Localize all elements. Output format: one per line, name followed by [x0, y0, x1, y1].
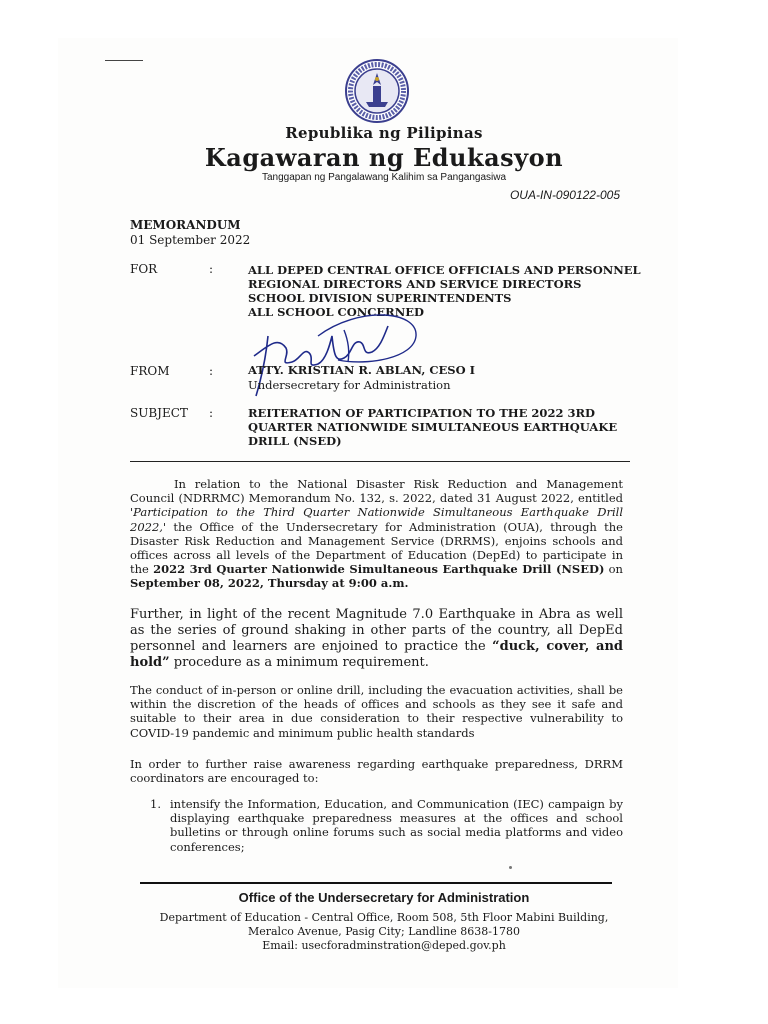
- recipient-line: SCHOOL DIVISION SUPERINTENDENTS: [248, 291, 512, 305]
- list-item-number: 1.: [150, 797, 161, 811]
- header-divider: [130, 461, 630, 462]
- from-title: Undersecretary for Administration: [248, 378, 451, 392]
- list-item: [150, 797, 623, 854]
- recipient-line: REGIONAL DIRECTORS AND SERVICE DIRECTORS: [248, 277, 582, 291]
- subject-label: SUBJECT: [130, 406, 188, 420]
- reference-number: OUA-IN-090122-005: [509, 188, 620, 202]
- office-subheading: Tanggapan ng Pangalawang Kalihim sa Pangangasiwa: [261, 172, 507, 183]
- scan-speck: [509, 866, 512, 869]
- p1-bold-event: 2022 3rd Quarter Nationwide Simultaneous Earthquake Drill (NSED): [153, 562, 605, 577]
- footer-address-line: Meralco Avenue, Pasig City; Landline 8638-1780: [247, 925, 521, 938]
- from-label: FROM: [130, 364, 170, 378]
- republic-heading: Republika ng Pilipinas: [285, 124, 483, 142]
- p1-italic-title: 'Participation to the Third Quarter Nationwide Simultaneous Earthquake Drill 2022,': [130, 505, 623, 534]
- footer-divider: [140, 882, 612, 884]
- list-item-text: intensify the Information, Education, and Communication (IEC) campaign by displaying earthquake preparedness measures at the offices and school bulletins or through online forums such as social media platforms and video conferences;: [170, 797, 623, 854]
- memo-date: 01 September 2022: [130, 233, 251, 247]
- subject-colon: :: [209, 406, 214, 420]
- corner-mark: [105, 60, 143, 61]
- body-paragraph-3: The conduct of in-person or online drill, including the evacuation activities, shall be within the discretion of the heads of offices and schools as they see it safe and suitable to their area in due consideration to their respective vulnerability to COVID-19 pandemic and minimum public health standards: [130, 683, 623, 740]
- p2-text-b: procedure as a minimum requirement.: [169, 655, 429, 670]
- recipient-line: ALL DEPED CENTRAL OFFICE OFFICIALS AND PERSONNEL: [248, 263, 641, 277]
- from-colon: :: [209, 364, 214, 378]
- p1-text-a: In relation to the National Disaster Risk Reduction and Management Council (NDRRMC) Memorandum No. 132, s. 2022, dated 31 August 2022, entitled: [130, 477, 623, 506]
- from-name: ATTY. KRISTIAN R. ABLAN, CESO I: [248, 363, 475, 377]
- p1-text-b: the Office of the Undersecretary for Administration (OUA), through the Disaster Risk Reduction and Management Service (DRRMS), enjoins schools and offices across all levels of the Department of Education (DepEd) to participate in the: [130, 519, 623, 577]
- body-paragraph-1: [130, 477, 623, 591]
- p1-bold-date: September 08, 2022, Thursday at 9:00 a.m.: [130, 576, 409, 591]
- memo-title: MEMORANDUM: [130, 218, 241, 232]
- deped-seal-icon: [344, 58, 410, 124]
- footer-address-line: Department of Education - Central Office, Room 508, 5th Floor Mabini Building,: [159, 911, 609, 924]
- footer-office-title: Office of the Undersecretary for Administration: [238, 890, 530, 905]
- for-label: FOR: [130, 262, 158, 276]
- p1-text-c: on: [604, 562, 623, 577]
- recipient-line: ALL SCHOOL CONCERNED: [248, 305, 424, 319]
- department-heading: Kagawaran ng Edukasyon: [204, 143, 564, 172]
- footer-email-line: Email: usecforadminstration@deped.gov.ph: [262, 939, 506, 952]
- subject-text: REITERATION OF PARTICIPATION TO THE 2022 3RD QUARTER NATIONWIDE SIMULTANEOUS EARTHQUAKE DRILL (NSED): [248, 406, 618, 448]
- body-paragraph-4: In order to further raise awareness regarding earthquake preparedness, DRRM coordinators are encouraged to:: [130, 757, 623, 786]
- body-paragraph-2: [130, 607, 623, 671]
- p2-bold-procedure: “duck, cover, and hold”: [130, 639, 623, 670]
- p2-text-a: Further, in light of the recent Magnitude 7.0 Earthquake in Abra as well as the series of ground shaking in other parts of the country, all DepEd personnel and learners are enjoined to practice the: [130, 607, 623, 654]
- for-colon: :: [209, 262, 214, 276]
